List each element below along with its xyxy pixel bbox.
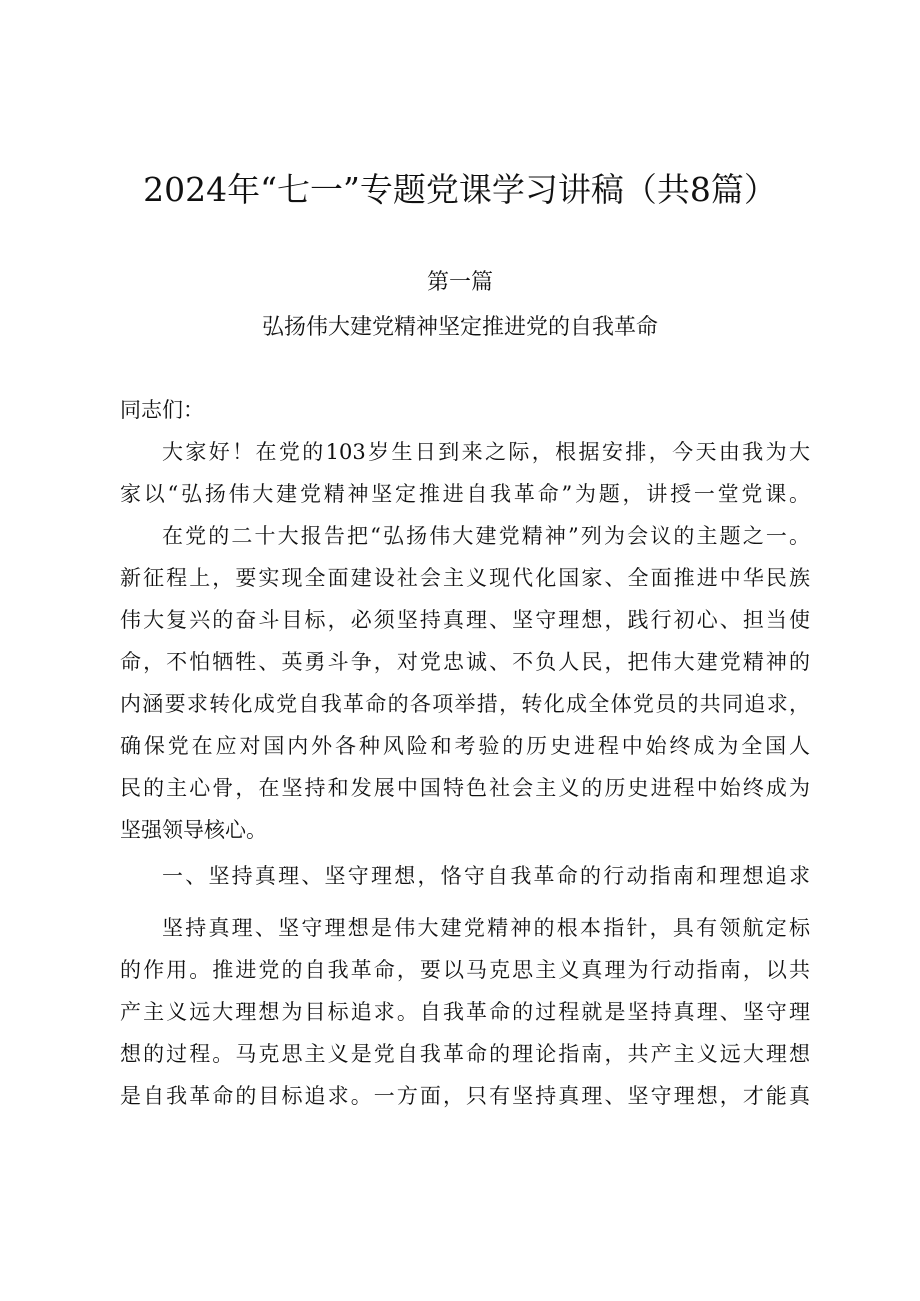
chapter-label: 第一篇 [426, 270, 493, 295]
document-title: 2024年“七一”专题党课学习讲稿（共8篇） [143, 170, 777, 209]
paragraph-line: 产主义远大理想为目标追求。自我革命的过程就是坚持真理、坚守理 [120, 1000, 810, 1024]
paragraph-line: 命，不怕牺牲、英勇斗争，对党忠诚、不负人民，把伟大建党精神的 [120, 650, 810, 674]
paragraph-line: 伟大复兴的奋斗目标，必须坚持真理、坚守理想，践行初心、担当使 [120, 608, 810, 632]
paragraph-line: 新征程上，要实现全面建设社会主义现代化国家、全面推进中华民族 [120, 566, 810, 590]
paragraph-line: 坚强领导核心。 [120, 818, 267, 842]
paragraph-line: 内涵要求转化成党自我革命的各项举措，转化成全体党员的共同追求， [120, 692, 810, 716]
paragraph-line: 是自我革命的目标追求。一方面，只有坚持真理、坚守理想，才能真 [120, 1084, 810, 1108]
section-heading: 一、坚持真理、坚守理想，恪守自我革命的行动指南和理想追求 [162, 864, 810, 888]
paragraph-line: 大家好！在党的103岁生日到来之际，根据安排，今天由我为大 [162, 440, 810, 464]
paragraph-line: 确保党在应对国内外各种风险和考验的历史进程中始终成为全国人 [120, 734, 810, 758]
paragraph-line: 想的过程。马克思主义是党自我革命的理论指南，共产主义远大理想 [120, 1042, 810, 1066]
paragraph-line: 家以“弘扬伟大建党精神坚定推进自我革命”为题，讲授一堂党课。 [120, 482, 810, 506]
paragraph-line: 在党的二十大报告把“弘扬伟大建党精神”列为会议的主题之一。 [162, 524, 810, 548]
paragraph-line: 的作用。推进党的自我革命，要以马克思主义真理为行动指南，以共 [120, 958, 810, 982]
paragraph-line: 民的主心骨，在坚持和发展中国特色社会主义的历史进程中始终成为 [120, 776, 810, 800]
chapter-title: 弘扬伟大建党精神坚定推进党的自我革命 [261, 315, 658, 340]
paragraph-line: 坚持真理、坚守理想是伟大建党精神的根本指针，具有领航定标 [162, 916, 810, 940]
salutation: 同志们： [120, 398, 204, 422]
